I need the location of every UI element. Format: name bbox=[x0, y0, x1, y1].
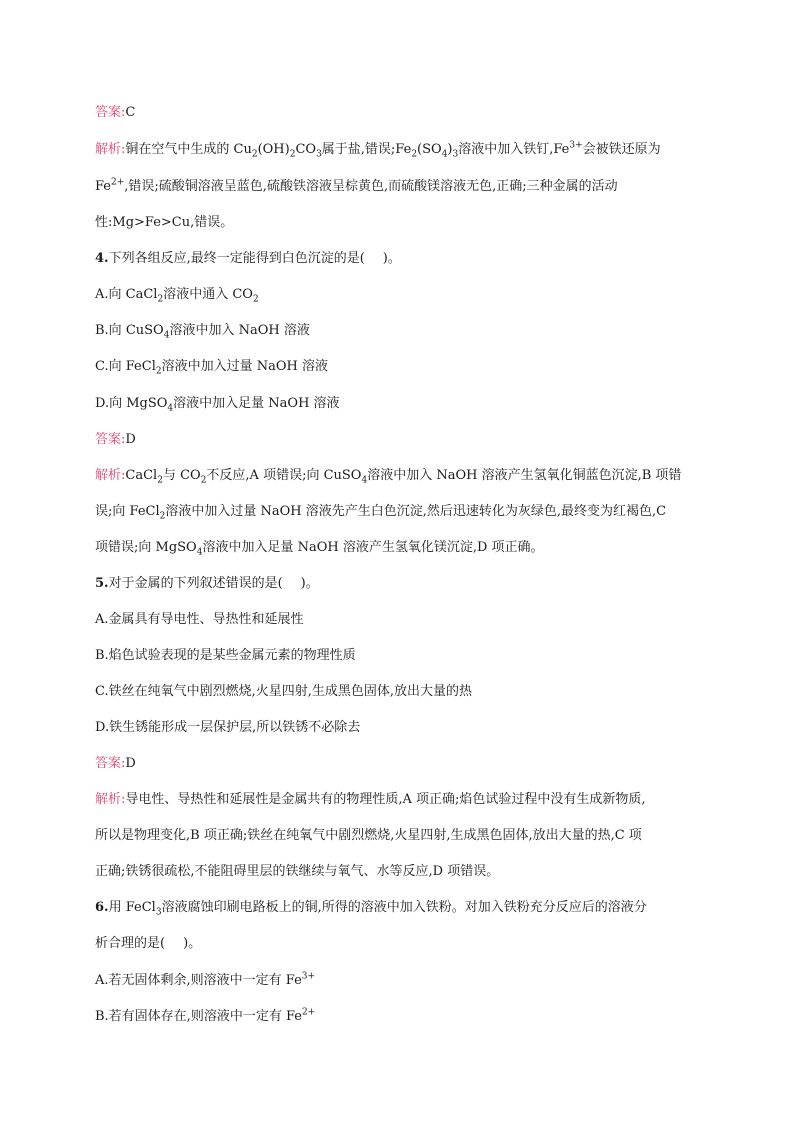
subscript: 4 bbox=[167, 403, 174, 414]
subscript: 4 bbox=[163, 330, 170, 341]
text: 不反应,A 项错误;向 CuSO bbox=[206, 468, 362, 483]
analysis-label: 解析: bbox=[95, 468, 126, 483]
text: 溶液中加入 NaOH 溶液产生氢氧化铜蓝色沉淀,B 项错 bbox=[367, 468, 682, 483]
q5-stem bbox=[95, 575, 319, 593]
question-number: 4. bbox=[95, 251, 109, 266]
subscript: 2 bbox=[159, 511, 166, 522]
q4-option-b bbox=[95, 322, 310, 340]
q4-option-a bbox=[95, 286, 259, 304]
text: ) bbox=[447, 142, 453, 157]
text: B.向 CuSO bbox=[95, 323, 164, 338]
question-number: 6. bbox=[95, 900, 109, 915]
q5-option-b bbox=[95, 647, 356, 665]
text: C.向 FeCl bbox=[95, 359, 156, 374]
text: CO bbox=[295, 142, 317, 157]
superscript: 2+ bbox=[301, 1007, 316, 1018]
text: (OH) bbox=[257, 142, 290, 157]
q3-analysis-line-3 bbox=[95, 214, 233, 232]
q3-analysis-line-1 bbox=[95, 141, 661, 159]
subscript: 4 bbox=[441, 149, 448, 160]
subscript: 2 bbox=[252, 294, 259, 305]
q6-stem-line-1 bbox=[95, 899, 647, 917]
subscript: 2 bbox=[157, 294, 164, 305]
answer-label: 答案: bbox=[95, 756, 126, 771]
q6-option-b bbox=[95, 1008, 315, 1026]
q5-analysis-line-1 bbox=[95, 791, 646, 809]
subscript: 3 bbox=[452, 149, 459, 160]
text: B.焰色试验表现的是某些金属元素的物理性质 bbox=[95, 648, 356, 663]
text: (SO bbox=[417, 142, 442, 157]
analysis-label: 解析: bbox=[95, 792, 126, 807]
q5-option-d bbox=[95, 719, 360, 737]
text: 溶液中加入足量 NaOH 溶液产生氢氧化镁沉淀,D 项正确。 bbox=[202, 540, 544, 555]
q5-option-a bbox=[95, 611, 304, 629]
text: 用 FeCl bbox=[108, 900, 156, 915]
text: 下列各组反应,最终一定能得到白色沉淀的是( bbox=[108, 251, 365, 266]
q4-analysis-line-1 bbox=[95, 467, 681, 485]
text: 对于金属的下列叙述错误的是( bbox=[108, 576, 283, 591]
text: A.向 CaCl bbox=[95, 287, 158, 302]
text: 会被铁还原为 bbox=[582, 142, 661, 157]
subscript: 2 bbox=[411, 149, 418, 160]
q4-option-d bbox=[95, 395, 340, 413]
answer-value: D bbox=[125, 432, 136, 447]
q5-analysis-line-3 bbox=[95, 863, 499, 881]
text: 误;向 FeCl bbox=[95, 504, 160, 519]
subscript: 2 bbox=[200, 475, 207, 486]
question-number: 5. bbox=[95, 576, 109, 591]
text: 溶液中加入铁钉,Fe bbox=[458, 142, 570, 157]
superscript: 3+ bbox=[301, 971, 316, 982]
text: 导电性、导热性和延展性是金属共有的物理性质,A 项正确;焰色试验过程中没有生成新物质, bbox=[125, 792, 646, 807]
text: 正确;铁锈很疏松,不能阻碍里层的铁继续与氧气、水等反应,D 项错误。 bbox=[95, 864, 500, 879]
subscript: 2 bbox=[251, 149, 258, 160]
subscript: 2 bbox=[157, 475, 163, 486]
q4-answer bbox=[95, 431, 136, 449]
subscript: 2 bbox=[289, 149, 296, 160]
q5-analysis-line-2 bbox=[95, 827, 642, 845]
q4-option-c bbox=[95, 358, 328, 376]
subscript: 2 bbox=[155, 366, 162, 377]
answer-label: 答案: bbox=[95, 105, 126, 120]
text: 属于盐,错误;Fe bbox=[321, 142, 412, 157]
q3-answer bbox=[95, 104, 135, 122]
q6-option-a bbox=[95, 972, 315, 990]
text: CaCl bbox=[125, 468, 158, 483]
text: D.铁生锈能形成一层保护层,所以铁锈不必除去 bbox=[95, 720, 361, 735]
q4-analysis-line-3 bbox=[95, 539, 544, 557]
text: )。 bbox=[300, 576, 319, 591]
subscript: 4 bbox=[361, 475, 368, 486]
superscript: 3+ bbox=[569, 140, 583, 151]
text: 与 CO bbox=[162, 468, 201, 483]
text: )。 bbox=[183, 936, 202, 951]
q4-stem bbox=[95, 250, 401, 268]
text: A.若无固体剩余,则溶液中一定有 Fe bbox=[95, 973, 302, 988]
q5-answer bbox=[95, 755, 136, 773]
text: 性:Mg>Fe>Cu,错误。 bbox=[95, 215, 234, 230]
text: )。 bbox=[382, 251, 401, 266]
q3-analysis-line-2 bbox=[95, 178, 618, 196]
text: 铜在空气中生成的 Cu bbox=[125, 142, 252, 157]
q5-option-c bbox=[95, 683, 472, 701]
text: Fe bbox=[95, 179, 112, 194]
text: 溶液中加入过量 NaOH 溶液 bbox=[161, 359, 328, 374]
text: 溶液中通入 CO bbox=[163, 287, 253, 302]
analysis-label: 解析: bbox=[95, 142, 126, 157]
text: ,错误;硫酸铜溶液呈蓝色,硫酸铁溶液呈棕黄色,而硫酸镁溶液无色,正确;三种金属的活动 bbox=[124, 179, 618, 194]
text: D.向 MgSO bbox=[95, 396, 168, 411]
answer-value: C bbox=[125, 105, 136, 120]
subscript: 3 bbox=[155, 907, 162, 918]
text: 项错误;向 MgSO bbox=[95, 540, 197, 555]
text: 溶液中加入过量 NaOH 溶液先产生白色沉淀,然后迅速转化为灰绿色,最终变为红褐色,C bbox=[165, 504, 667, 519]
superscript: 2+ bbox=[111, 177, 125, 188]
text: B.若有固体存在,则溶液中一定有 Fe bbox=[95, 1009, 302, 1024]
text: 析合理的是( bbox=[95, 936, 166, 951]
text: 溶液腐蚀印刷电路板上的铜,所得的溶液中加入铁粉。对加入铁粉充分反应后的溶液分 bbox=[161, 900, 647, 915]
q4-analysis-line-2 bbox=[95, 503, 666, 521]
text: C.铁丝在纯氧气中剧烈燃烧,火星四射,生成黑色固体,放出大量的热 bbox=[95, 684, 473, 699]
answer-label: 答案: bbox=[95, 432, 126, 447]
text: 所以是物理变化,B 项正确;铁丝在纯氧气中剧烈燃烧,火星四射,生成黑色固体,放出大量的热,C 项 bbox=[95, 828, 642, 843]
answer-value: D bbox=[125, 756, 136, 771]
text: 溶液中加入 NaOH 溶液 bbox=[169, 323, 310, 338]
q6-stem-line-2 bbox=[95, 935, 201, 953]
text: A.金属具有导电性、导热性和延展性 bbox=[95, 612, 304, 627]
subscript: 3 bbox=[316, 149, 322, 160]
text: 溶液中加入足量 NaOH 溶液 bbox=[173, 396, 340, 411]
subscript: 4 bbox=[196, 547, 203, 558]
